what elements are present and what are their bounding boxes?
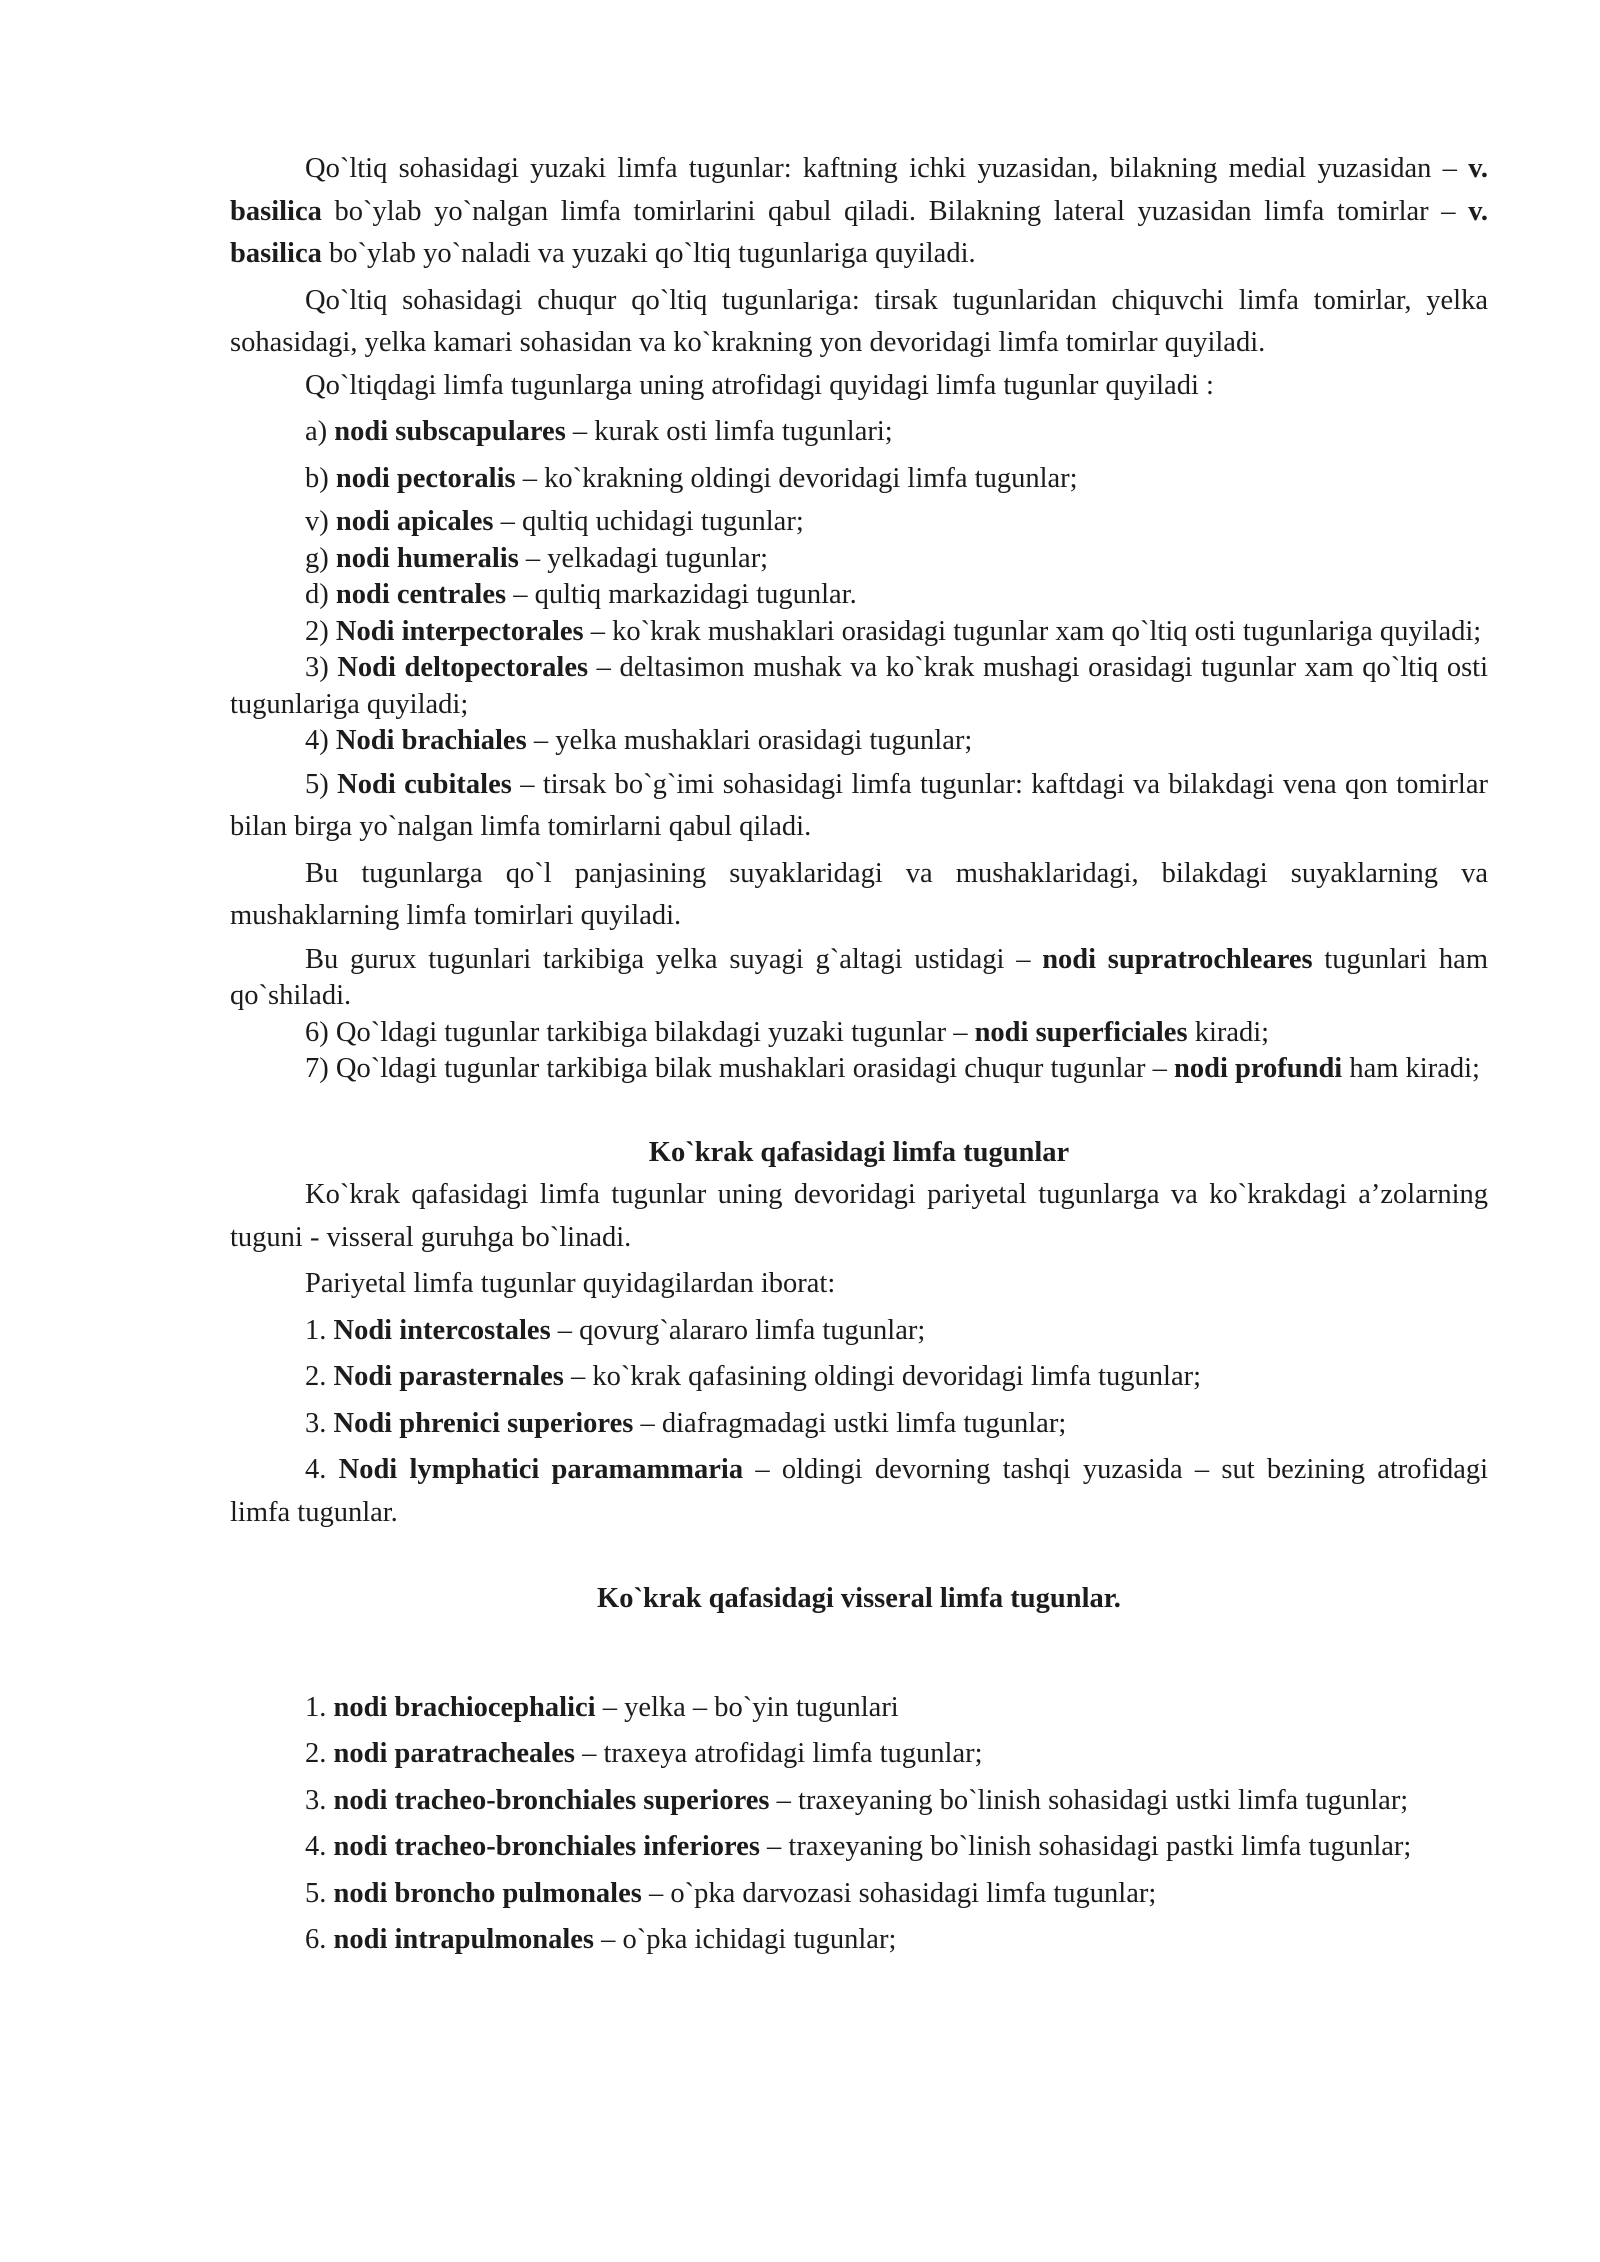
bold-term: Nodi intercostales	[333, 1314, 551, 1346]
bold-term: nodi subscapulares	[334, 416, 566, 447]
text-run: – tirsak bo`g`imi sohasidagi limfa tugunlar: kaftdagi va bilakdagi vena qon tomirlar bilan birga yo`nalgan limfa tomirlarni qabul qiladi.	[230, 768, 1488, 842]
text-run: 3)	[305, 652, 338, 683]
bold-term: nodi centrales	[335, 579, 507, 610]
paragraph-supratrochlear-nodes	[230, 942, 1488, 1015]
text-run: Qo`ltiqdagi limfa tugunlarga uning atrofidagi quyidagi limfa tugunlar quyiladi :	[305, 369, 1214, 401]
list-item-d	[230, 577, 1488, 614]
text-run: – deltasimon mushak va ko`krak mushagi orasidagi tugunlar xam qo`ltiq osti tugunlariga quyiladi;	[230, 652, 1489, 720]
paragraph-thoracic-nodes-intro	[230, 1174, 1488, 1259]
text-run: 7) Qo`ldagi tugunlar tarkibiga bilak mushaklari orasidagi chuqur tugunlar –	[305, 1053, 1175, 1084]
text-run: 1.	[305, 1691, 334, 1723]
numbered-item-6	[230, 1015, 1488, 1052]
bold-term: nodi supratrochleares	[1042, 943, 1313, 975]
bold-term: nodi tracheo-bronchiales inferiores	[333, 1831, 760, 1862]
bold-term: nodi humeralis	[335, 542, 519, 574]
text-run: – o`pka darvozasi sohasidagi limfa tugunlar;	[641, 1877, 1157, 1909]
numbered-item-5	[230, 764, 1488, 849]
bold-term: Nodi cubitales	[337, 768, 512, 800]
text-run: 6.	[305, 1924, 334, 1955]
bold-term: Nodi parasternales	[333, 1361, 564, 1392]
text-run: tugunlari ham qo`shiladi.	[230, 943, 1489, 1011]
text-run: – ko`krak qafasining oldingi devoridagi limfa tugunlar;	[563, 1361, 1202, 1392]
text-run: b)	[305, 462, 336, 494]
text-run: Qo`ltiq sohasidagi chuqur qo`ltiq tugunlariga: tirsak tugunlaridan chiquvchi limfa tomirlar, yelka sohasidagi, yelka kamari sohasidan va ko`krakning yon devoridagi limfa tomirlar quyiladi.	[230, 284, 1488, 358]
text-run: 1.	[305, 1314, 334, 1346]
text-run: 2.	[305, 1361, 334, 1392]
bold-term: nodi pectoralis	[335, 462, 516, 494]
parietal-item-2	[230, 1356, 1488, 1399]
text-run: 4.	[305, 1831, 334, 1862]
list-item-g	[230, 541, 1488, 578]
parietal-item-3	[230, 1403, 1488, 1446]
numbered-item-2	[230, 614, 1488, 651]
section-heading-visceral-nodes: Ko`krak qafasidagi visseral limfa tugunlar.	[597, 1583, 1121, 1614]
bold-term: Nodi lymphatici paramammaria	[338, 1454, 744, 1485]
text-run: – yelka mushaklari orasidagi tugunlar;	[526, 725, 973, 756]
text-run: 5)	[305, 768, 338, 800]
text-run: 4.	[305, 1454, 339, 1485]
text-run: Bu gurux tugunlari tarkibiga yelka suyagi g`altagi ustidagi –	[305, 943, 1043, 975]
text-run: 4)	[305, 725, 336, 756]
text-run: – traxeya atrofidagi limfa tugunlar;	[574, 1738, 983, 1769]
text-run: v)	[305, 506, 336, 537]
text-run: 3.	[305, 1407, 334, 1439]
bold-term: v. basilica	[230, 153, 1488, 227]
text-run: g)	[305, 542, 336, 574]
bold-term: nodi intrapulmonales	[333, 1924, 595, 1955]
visceral-item-3	[230, 1780, 1488, 1823]
section-heading-thoracic-nodes: Ko`krak qafasidagi limfa tugunlar	[648, 1136, 1070, 1168]
bold-term: nodi apicales	[335, 506, 494, 537]
numbered-item-4	[230, 723, 1488, 760]
text-run: – diafragmadagi ustki limfa tugunlar;	[633, 1407, 1067, 1439]
paragraph-parietal-nodes-intro	[230, 1263, 1488, 1306]
text-run: bo`ylab yo`naladi va yuzaki qo`ltiq tugunlariga quyiladi.	[321, 238, 976, 269]
bold-term: v. basilica	[230, 195, 1488, 269]
text-run: – qovurg`alararo limfa tugunlar;	[550, 1314, 926, 1346]
bold-term: nodi brachiocephalici	[333, 1691, 596, 1723]
text-run: – ko`krakning oldingi devoridagi limfa tugunlar;	[515, 462, 1078, 494]
text-run: 2.	[305, 1738, 334, 1769]
text-run: Bu tugunlarga qo`l panjasining suyaklaridagi va mushaklaridagi, bilakdagi suyaklarning va mushaklarning limfa tomirlari quyiladi.	[230, 857, 1488, 931]
bold-term: nodi profundi	[1174, 1053, 1343, 1084]
paragraph-surrounding-nodes-intro	[230, 365, 1488, 408]
text-run: 2)	[305, 615, 336, 647]
bold-term: nodi paratracheales	[333, 1738, 575, 1769]
text-run: bo`ylab yo`nalgan limfa tomirlarini qabul qiladi. Bilakning lateral yuzasidan limfa tomirlar –	[321, 195, 1469, 227]
bold-term: Nodi interpectorales	[335, 615, 584, 647]
text-run: Pariyetal limfa tugunlar quyidagilardan iborat:	[305, 1268, 836, 1299]
bold-term: Nodi brachiales	[335, 725, 527, 756]
numbered-item-7	[230, 1051, 1488, 1088]
text-run: 6) Qo`ldagi tugunlar tarkibiga bilakdagi yuzaki tugunlar –	[305, 1016, 975, 1048]
text-run: – qultiq uchidagi tugunlar;	[493, 506, 804, 537]
text-run: d)	[305, 579, 336, 610]
parietal-item-1	[230, 1310, 1488, 1353]
text-run: – traxeyaning bo`linish sohasidagi pastki limfa tugunlar;	[759, 1831, 1412, 1862]
text-run: – oldingi devorning tashqi yuzasida – sut bezining atrofidagi limfa tugunlar.	[230, 1454, 1489, 1528]
visceral-item-6	[230, 1919, 1488, 1962]
text-run: a)	[305, 416, 335, 447]
paragraph-superficial-axillary-nodes	[230, 148, 1488, 276]
text-run: – yelka – bo`yin tugunlari	[595, 1691, 899, 1723]
numbered-item-3	[230, 650, 1488, 723]
list-item-v	[230, 504, 1488, 541]
bold-term: nodi tracheo-bronchiales superiores	[333, 1784, 770, 1816]
bold-term: nodi broncho pulmonales	[333, 1877, 642, 1909]
paragraph-deep-axillary-nodes	[230, 280, 1488, 365]
text-run: – yelkadagi tugunlar;	[518, 542, 769, 574]
paragraph-hand-lymph-vessels	[230, 853, 1488, 938]
list-item-b	[230, 458, 1488, 501]
text-run: – ko`krak mushaklari orasidagi tugunlar xam qo`ltiq osti tugunlariga quyiladi;	[583, 615, 1482, 647]
bold-term: Nodi deltopectorales	[337, 652, 589, 683]
bold-term: Nodi phrenici superiores	[333, 1407, 634, 1439]
list-item-a	[230, 411, 1488, 454]
text-run: kiradi;	[1187, 1016, 1270, 1048]
text-run: 3.	[305, 1784, 334, 1816]
parietal-item-4	[230, 1449, 1488, 1534]
visceral-item-5	[230, 1873, 1488, 1916]
visceral-item-1	[230, 1687, 1488, 1730]
text-run: 5.	[305, 1877, 334, 1909]
text-run: – qultiq markazidagi tugunlar.	[506, 579, 857, 610]
text-run: – traxeyaning bo`linish sohasidagi ustki limfa tugunlar;	[769, 1784, 1409, 1816]
text-run: ham kiradi;	[1342, 1053, 1480, 1084]
visceral-item-2	[230, 1733, 1488, 1776]
text-run: – o`pka ichidagi tugunlar;	[594, 1924, 897, 1955]
document-page	[230, 148, 1488, 1962]
text-run: Qo`ltiq sohasidagi yuzaki limfa tugunlar: kaftning ichki yuzasidan, bilakning medial yuzasidan –	[305, 153, 1469, 184]
text-run: Ko`krak qafasidagi limfa tugunlar uning devoridagi pariyetal tugunlarga va ko`krakdagi a’zolarning tuguni - visseral guruhga bo`linadi.	[230, 1179, 1488, 1253]
visceral-item-4	[230, 1826, 1488, 1869]
text-run: – kurak osti limfa tugunlari;	[565, 416, 893, 447]
bold-term: nodi superficiales	[974, 1016, 1188, 1048]
